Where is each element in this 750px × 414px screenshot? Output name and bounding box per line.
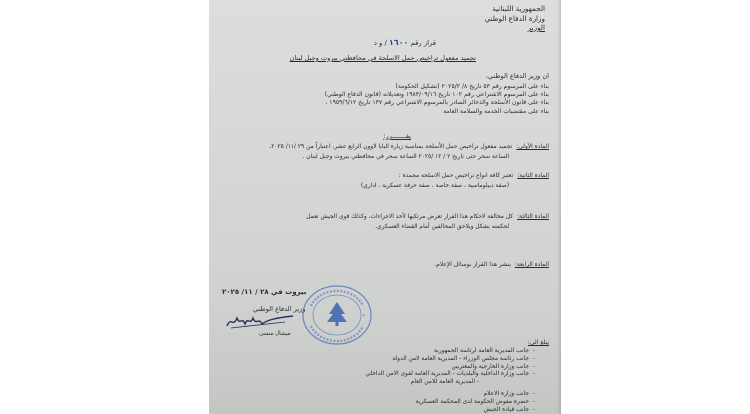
basis-line: بناء على قانون الأسلحة والذخائر الصادر بالمرسوم الاشتراعي رقم ١٣٧ تاريخ ١٩٥٩/٦/١٢ ، [325, 99, 549, 107]
decision-number-handwritten: ١٦٠٠ [388, 38, 409, 47]
article-2 [361, 172, 549, 191]
article-text: الساعة سحر حتى تاريخ ٢ / ١٢ /٢٠٢٥ الساعة سحر في محافظتي بيروت وجبل لبنان . [302, 153, 509, 160]
article-label: المادة الثالثة: [517, 214, 549, 220]
decision-intro: ان وزير الدفاع الوطني، [485, 72, 549, 80]
article-text: لحكمته بشكل ويلاحق المخالفين أمام القضاء العسكري. [375, 223, 509, 230]
article-label: المادة الثانية: [517, 173, 549, 179]
distribution-item: -جانب قيادة الجيش [483, 406, 536, 413]
signatory-title: وزير الدفاع الوطني [253, 305, 306, 313]
distribution-item: -جانب وزارة الداخلية والبلديات - المديرية العامة لقوى الامن الداخلي [365, 371, 536, 378]
ministry-seal-icon [301, 284, 373, 346]
letterhead-ministry: وزارة الدفاع الوطني [484, 13, 545, 23]
distribution-item: -جانب رئاسة مجلس الوزراء - المديرية العامة لامن الدولة [392, 355, 536, 362]
article-label: المادة الأولى: [516, 144, 549, 150]
distribution-item: -جانب وزارة الاعلام [483, 390, 536, 397]
article-1 [269, 143, 549, 162]
basis-line: بناء على المرسوم الاشتراعي رقم ١٠٢ تاريخ ١٩٨٣/٠٩/١٦ وتعديلاته (قانون الدفاع الوطني) [324, 91, 549, 99]
basis-line: بناء على مقتضيات الخدمة والسلامة العامة [443, 107, 549, 115]
article-text: كل مخالفة لاحكام هذا القرار تعرض مرتكبها لأخذ الاجراءات، وكذلك قوى الجيش تعمل [306, 214, 514, 220]
article-text: (صفة ديبلوماسية ، صفة خاصة ، صفة حرفة عسكرية ، اداري) [360, 182, 509, 189]
distribution-item: - المديرية العامة للامن العام [410, 379, 479, 386]
svg-text:*: * [362, 314, 365, 320]
article-text: تعتبر كافة انواع تراخيص حمل الاسلحة مجمدة : [398, 173, 514, 179]
distribution-item: -جانب المديرية العامة لرئاسة الجمهورية [434, 348, 536, 354]
letterhead-country: الجمهورية اللبنانية [492, 4, 545, 13]
letterhead [485, 4, 545, 33]
decides-heading: يقـــــــرر: [383, 132, 411, 140]
distribution-item: -حضرة مفوض الحكومة لدى المحكمة العسكرية [415, 398, 536, 405]
article-3 [306, 213, 549, 232]
document-photo [209, 0, 561, 414]
article-text: تجميد مفعول تراخيص حمل الأسلحة بمناسبة زيارة البابا لاوون الرابع عشر، اعتباراً من ٢٩ /١١/ ٢٠٢٥، [269, 144, 513, 150]
distribution-heading: يبلغ الى: [527, 339, 549, 346]
signature-date: بيروت في ٢٨ / ١١/ ٢٠٢٥ [222, 288, 307, 296]
handwritten-signature-icon [225, 312, 295, 330]
decision-number-suffix: / و د [373, 39, 387, 47]
decision-number [374, 38, 436, 47]
basis-line: بناء على المرسوم رقم ٥٣ تاريخ ٨/ ٢٠٢٥/٢ (تشكيل الحكومة) [395, 83, 549, 90]
article-4 [434, 261, 549, 271]
signatory-name: ميشال منسى [259, 331, 291, 337]
article-text: ينشر هذا القرار بوسائل الإعلام. [434, 262, 511, 268]
letterhead-minister: الوزير [527, 23, 545, 32]
decision-subject: تجميد مفعول تراخيص حمل الاسلحة في محافظتي بيروت وجبل لبنان [289, 54, 476, 62]
decision-number-prefix: قرار رقم [410, 39, 436, 47]
distribution-list [365, 348, 539, 414]
distribution-item: -جانب وزارة الخارجية والمغتربين [451, 363, 536, 370]
article-label: المادة الرابعة: [514, 262, 549, 268]
legal-basis [325, 83, 549, 116]
